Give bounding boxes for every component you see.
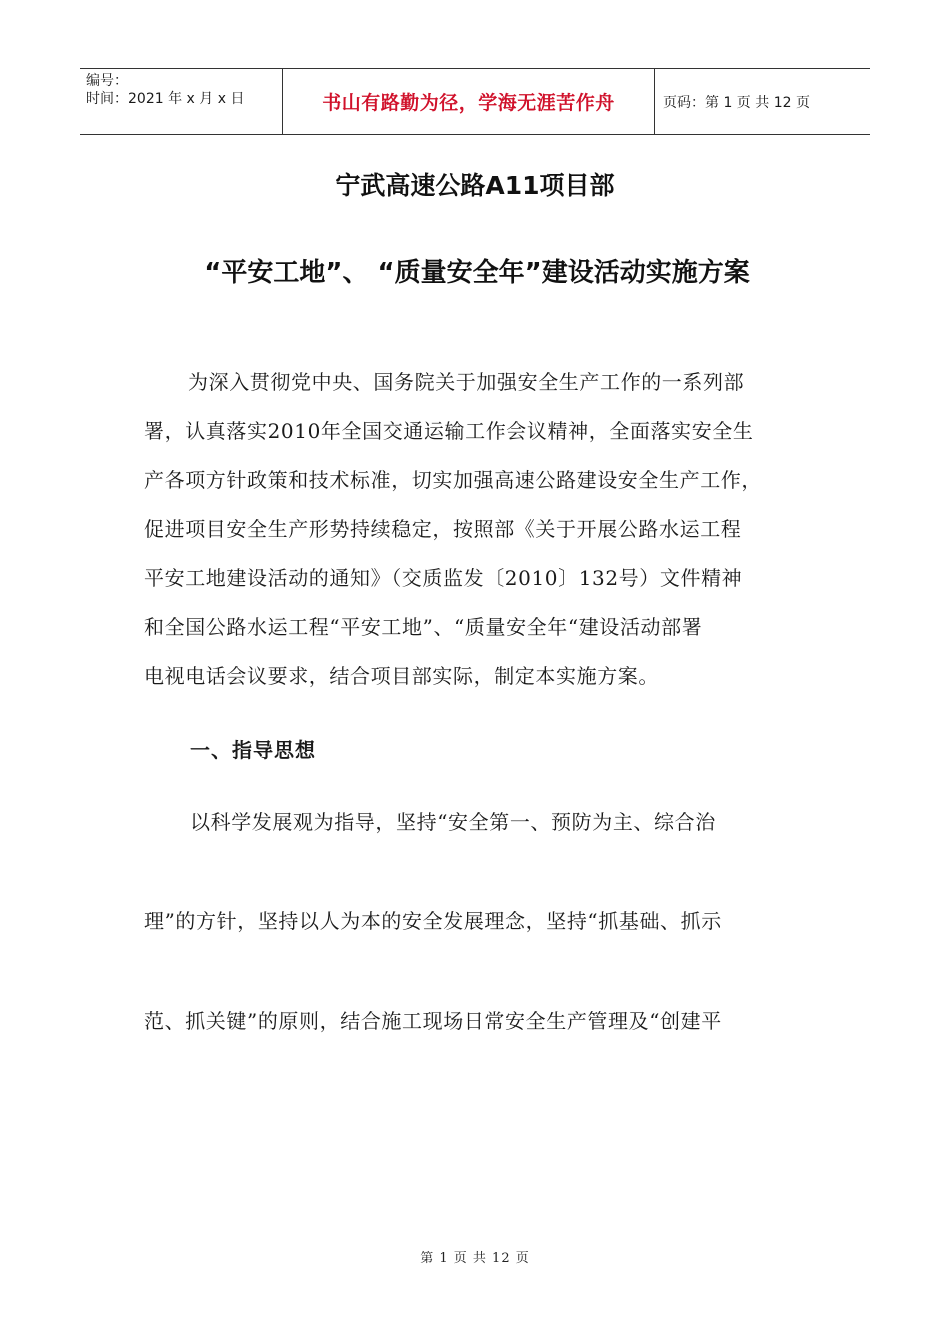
document-header-table bbox=[80, 68, 870, 135]
page-footer: 第 1 页 共 12 页 bbox=[420, 1251, 530, 1266]
paragraph-line: 范、抓关键”的原则，结合施工现场日常安全生产管理及“创建平 bbox=[144, 1009, 722, 1033]
paragraph-line: 以科学发展观为指导，坚持“安全第一、预防为主、综合治 bbox=[190, 810, 716, 834]
paragraph-line: 理”的方针，坚持以人为本的安全发展理念，坚持“抓基础、抓示 bbox=[144, 909, 722, 933]
paragraph-line: 促进项目安全生产形势持续稳定，按照部《关于开展公路水运工程 bbox=[144, 517, 742, 541]
paragraph-line: 署，认真落实2010年全国交通运输工作会议精神，全面落实安全生 bbox=[144, 419, 754, 443]
document-title: 宁武高速公路A11项目部 bbox=[335, 171, 615, 200]
paragraph-line: 为深入贯彻党中央、国务院关于加强安全生产工作的一系列部 bbox=[188, 370, 745, 394]
header-time-label: 时间：2021 年 x 月 x 日 bbox=[86, 91, 245, 107]
section-heading-guiding-ideology: 一、指导思想 bbox=[190, 738, 316, 762]
header-left-cell bbox=[80, 69, 282, 134]
paragraph-line: 平安工地建设活动的通知》（交质监发〔2010〕132号）文件精神 bbox=[144, 566, 743, 590]
paragraph-line: 电视电话会议要求，结合项目部实际，制定本实施方案。 bbox=[144, 664, 659, 688]
header-page-info: 页码：第 1 页 共 12 页 bbox=[663, 94, 810, 111]
header-number-label: 编号： bbox=[86, 73, 128, 89]
paragraph-line: 和全国公路水运工程“平安工地”、“质量安全年“建设活动部署 bbox=[144, 615, 703, 639]
header-motto: 书山有路勤为径，学海无涯苦作舟 bbox=[282, 69, 655, 134]
paragraph-line: 产各项方针政策和技术标准，切实加强高速公路建设安全生产工作， bbox=[144, 468, 762, 492]
document-subtitle: “平安工地”、 “质量安全年”建设活动实施方案 bbox=[204, 258, 750, 288]
paragraph-intro bbox=[144, 358, 808, 701]
